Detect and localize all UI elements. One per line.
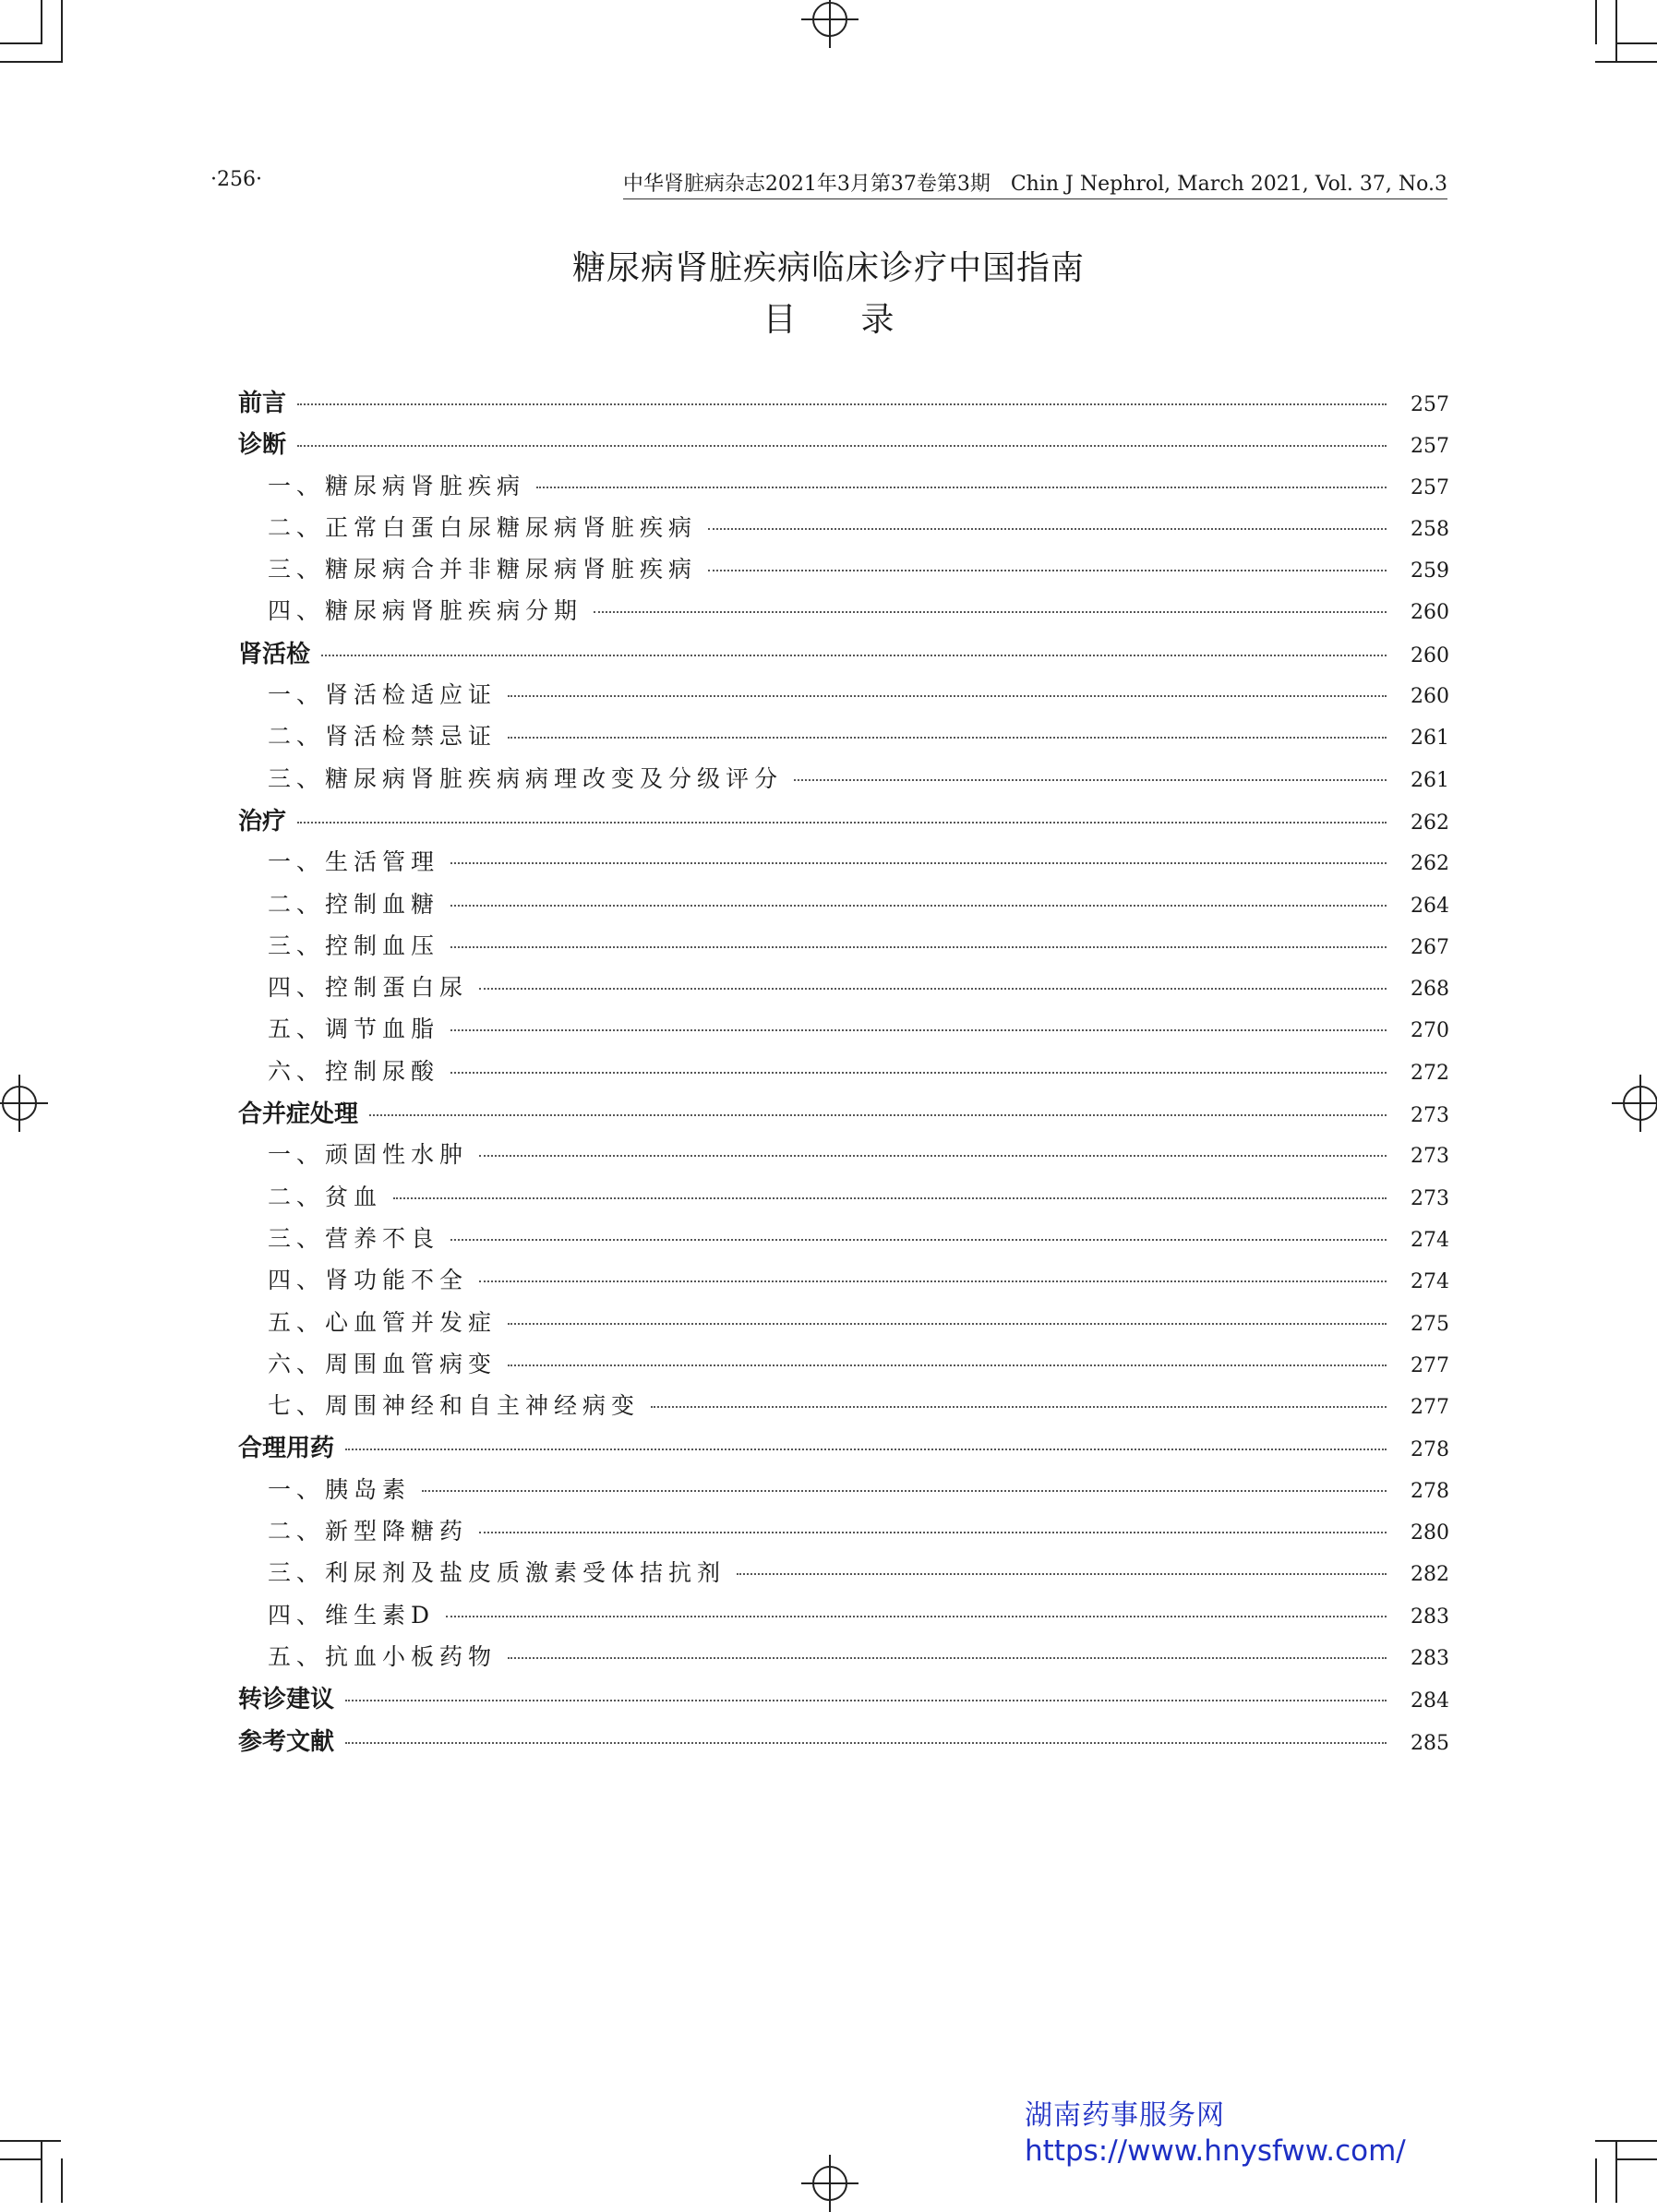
toc-leader-dots — [450, 1029, 1387, 1031]
toc-section-entry[interactable] — [238, 635, 1447, 677]
toc-leader-dots — [594, 611, 1387, 613]
crop-mark — [1615, 2158, 1657, 2160]
document-title: 糖尿病肾脏疾病临床诊疗中国指南 — [571, 249, 1085, 287]
toc-leader-dots — [508, 1364, 1387, 1366]
toc-entry-page: 275 — [1411, 1312, 1449, 1336]
toc-entry-label: 二、肾活检禁忌证 — [268, 723, 498, 751]
crop-mark — [1595, 2140, 1657, 2142]
toc-leader-dots — [369, 1114, 1387, 1116]
crop-mark — [1615, 42, 1657, 44]
toc-entry-page: 270 — [1411, 1019, 1449, 1043]
toc-entry-page: 273 — [1411, 1104, 1449, 1128]
crop-mark — [41, 2142, 42, 2203]
toc-entry-label: 四、糖尿病肾脏疾病分期 — [268, 597, 583, 625]
crop-mark — [61, 2158, 63, 2203]
toc-leader-dots — [737, 1573, 1387, 1575]
toc-subsection-entry[interactable] — [238, 1179, 1447, 1220]
watermark-name: 湖南药事服务网 — [1025, 2099, 1225, 2132]
toc-section-entry[interactable] — [238, 426, 1447, 467]
toc-entry-page: 273 — [1411, 1186, 1449, 1210]
toc-entry-label: 治疗 — [238, 807, 287, 836]
toc-entry-page: 261 — [1411, 768, 1449, 792]
toc-entry-page: 264 — [1411, 894, 1449, 918]
toc-leader-dots — [794, 779, 1387, 781]
toc-subsection-entry[interactable] — [238, 761, 1447, 802]
toc-entry-label: 六、周围血管病变 — [268, 1350, 498, 1377]
toc-leader-dots — [536, 487, 1387, 488]
crop-mark — [1595, 2158, 1597, 2203]
toc-subsection-entry[interactable] — [238, 677, 1447, 718]
toc-leader-dots — [297, 445, 1387, 447]
toc-leader-dots — [508, 695, 1387, 697]
toc-entry-label: 三、控制血压 — [268, 932, 440, 959]
crop-mark — [0, 42, 42, 44]
toc-entry-label: 合并症处理 — [238, 1100, 359, 1129]
toc-entry-page: 273 — [1411, 1145, 1449, 1169]
toc-entry-page: 280 — [1411, 1521, 1449, 1545]
toc-entry-label: 五、心血管并发症 — [268, 1308, 498, 1336]
toc-leader-dots — [393, 1197, 1387, 1199]
toc-leader-dots — [321, 655, 1387, 656]
toc-entry-label: 前言 — [238, 390, 287, 417]
toc-entry-page: 283 — [1411, 1646, 1449, 1670]
toc-leader-dots — [450, 1239, 1387, 1241]
toc-entry-page: 261 — [1411, 727, 1449, 751]
toc-entry-page: 278 — [1411, 1438, 1449, 1462]
toc-entry-page: 260 — [1411, 643, 1449, 667]
toc-entry-label: 三、营养不良 — [268, 1224, 440, 1252]
crop-mark — [41, 0, 42, 44]
registration-mark-bottom — [812, 2166, 847, 2201]
toc-leader-dots — [446, 1616, 1387, 1617]
toc-subsection-entry[interactable] — [238, 1262, 1447, 1304]
toc-entry-label: 转诊建议 — [238, 1686, 335, 1714]
toc-entry-page: 268 — [1411, 978, 1449, 1002]
toc-leader-dots — [345, 1449, 1387, 1450]
toc-entry-label: 二、正常白蛋白尿糖尿病肾脏疾病 — [268, 513, 698, 541]
toc-subsection-entry[interactable] — [238, 1346, 1447, 1388]
toc-subsection-entry[interactable] — [238, 1053, 1447, 1095]
toc-leader-dots — [479, 1155, 1387, 1157]
toc-entry-label: 三、糖尿病肾脏疾病病理改变及分级评分 — [268, 764, 784, 792]
toc-entry-label: 七、周围神经和自主神经病变 — [268, 1392, 641, 1420]
toc-subsection-entry[interactable] — [238, 1597, 1447, 1639]
toc-entry-label: 一、胰岛素 — [268, 1475, 412, 1503]
toc-entry-label: 三、利尿剂及盐皮质激素受体拮抗剂 — [268, 1559, 726, 1587]
toc-subsection-entry[interactable] — [238, 1220, 1447, 1262]
crop-mark — [1615, 0, 1617, 63]
toc-entry-page: 285 — [1411, 1731, 1449, 1755]
toc-entry-label: 诊断 — [238, 431, 287, 460]
page-number: ·256· — [210, 168, 262, 191]
toc-leader-dots — [450, 1072, 1387, 1074]
toc-entry-page: 262 — [1411, 811, 1449, 835]
toc-section-entry[interactable] — [238, 1429, 1447, 1471]
toc-entry-label: 六、控制尿酸 — [268, 1057, 440, 1085]
toc-entry-page: 257 — [1411, 435, 1449, 459]
toc-entry-label: 五、抗血小板药物 — [268, 1642, 498, 1670]
toc-leader-dots — [708, 528, 1387, 530]
toc-entry-page: 274 — [1411, 1270, 1449, 1294]
toc-heading: 目录 — [762, 301, 959, 339]
crop-mark — [61, 0, 63, 63]
toc-entry-label: 四、维生素D — [268, 1601, 436, 1629]
table-of-contents — [238, 384, 1447, 1764]
watermark-url[interactable]: https://www.hnysfww.com/ — [1025, 2134, 1406, 2168]
watermark — [1025, 2092, 1406, 2168]
toc-entry-page: 267 — [1411, 935, 1449, 959]
toc-subsection-entry[interactable] — [238, 1513, 1447, 1555]
toc-leader-dots — [651, 1406, 1387, 1408]
toc-subsection-entry[interactable] — [238, 1555, 1447, 1596]
toc-subsection-entry[interactable] — [238, 510, 1447, 551]
toc-entry-page: 284 — [1411, 1689, 1449, 1713]
toc-entry-label: 参考文献 — [238, 1727, 335, 1756]
toc-subsection-entry[interactable] — [238, 551, 1447, 593]
toc-subsection-entry[interactable] — [238, 593, 1447, 634]
toc-subsection-entry[interactable] — [238, 886, 1447, 928]
toc-entry-page: 274 — [1411, 1228, 1449, 1252]
toc-entry-page: 260 — [1411, 685, 1449, 709]
toc-entry-label: 五、调节血脂 — [268, 1016, 440, 1043]
toc-entry-label: 二、贫血 — [268, 1183, 383, 1210]
toc-leader-dots — [508, 737, 1387, 739]
toc-subsection-entry[interactable] — [238, 928, 1447, 969]
toc-leader-dots — [479, 1532, 1387, 1533]
crop-mark — [1595, 61, 1657, 63]
registration-mark-top — [812, 2, 847, 37]
toc-subsection-entry[interactable] — [238, 718, 1447, 760]
toc-section-entry[interactable] — [238, 384, 1447, 426]
toc-entry-label: 一、糖尿病肾脏疾病 — [268, 472, 526, 499]
toc-entry-page: 259 — [1411, 559, 1449, 583]
toc-entry-page: 260 — [1411, 601, 1449, 625]
toc-leader-dots — [297, 822, 1387, 823]
toc-entry-label: 四、肾功能不全 — [268, 1267, 469, 1294]
toc-leader-dots — [708, 570, 1387, 571]
toc-leader-dots — [450, 905, 1387, 907]
toc-entry-label: 四、控制蛋白尿 — [268, 974, 469, 1002]
toc-entry-label: 一、生活管理 — [268, 848, 440, 876]
toc-leader-dots — [422, 1490, 1387, 1492]
toc-entry-page: 258 — [1411, 517, 1449, 541]
toc-section-entry[interactable] — [238, 1680, 1447, 1722]
toc-entry-label: 二、控制血糖 — [268, 890, 440, 918]
toc-entry-page: 257 — [1411, 393, 1449, 416]
registration-mark-left — [2, 1086, 37, 1121]
crop-mark — [0, 61, 61, 63]
toc-entry-page: 262 — [1411, 852, 1449, 876]
toc-subsection-entry[interactable] — [238, 1639, 1447, 1680]
crop-mark — [1615, 2140, 1617, 2203]
toc-entry-page: 277 — [1411, 1396, 1449, 1420]
toc-entry-label: 肾活检 — [238, 640, 311, 668]
toc-subsection-entry[interactable] — [238, 1011, 1447, 1052]
toc-entry-page: 257 — [1411, 475, 1449, 499]
toc-leader-dots — [345, 1700, 1387, 1701]
toc-entry-label: 一、顽固性水肿 — [268, 1141, 469, 1169]
toc-subsection-entry[interactable] — [238, 1472, 1447, 1513]
toc-entry-page: 272 — [1411, 1061, 1449, 1085]
crop-mark — [0, 2140, 61, 2142]
toc-leader-dots — [450, 946, 1387, 948]
crop-mark — [0, 2158, 42, 2160]
toc-entry-label: 合理用药 — [238, 1435, 335, 1463]
toc-entry-page: 283 — [1411, 1605, 1449, 1629]
crop-mark — [1595, 0, 1597, 44]
toc-subsection-entry[interactable] — [238, 1136, 1447, 1178]
toc-leader-dots — [297, 403, 1387, 405]
toc-section-entry[interactable] — [238, 1095, 1447, 1136]
toc-subsection-entry[interactable] — [238, 844, 1447, 885]
registration-mark-right — [1623, 1086, 1657, 1121]
toc-subsection-entry[interactable] — [238, 969, 1447, 1011]
running-head — [210, 168, 1447, 201]
toc-leader-dots — [479, 1280, 1387, 1282]
toc-leader-dots — [508, 1323, 1387, 1325]
toc-leader-dots — [508, 1657, 1387, 1659]
toc-entry-page: 278 — [1411, 1479, 1449, 1503]
toc-leader-dots — [450, 862, 1387, 864]
toc-subsection-entry[interactable] — [238, 1388, 1447, 1429]
toc-section-entry[interactable] — [238, 802, 1447, 844]
toc-subsection-entry[interactable] — [238, 468, 1447, 510]
toc-entry-label: 一、肾活检适应证 — [268, 681, 498, 709]
toc-section-entry[interactable] — [238, 1723, 1447, 1764]
toc-leader-dots — [345, 1742, 1387, 1744]
journal-citation: 中华肾脏病杂志2021年3月第37卷第3期 Chin J Nephrol, March 2021, Vol. 37, No.3 — [623, 168, 1447, 199]
toc-entry-page: 282 — [1411, 1563, 1449, 1587]
toc-entry-label: 二、新型降糖药 — [268, 1518, 469, 1545]
toc-entry-label: 三、糖尿病合并非糖尿病肾脏疾病 — [268, 556, 698, 583]
toc-leader-dots — [479, 988, 1387, 990]
toc-entry-page: 277 — [1411, 1353, 1449, 1377]
toc-subsection-entry[interactable] — [238, 1304, 1447, 1346]
